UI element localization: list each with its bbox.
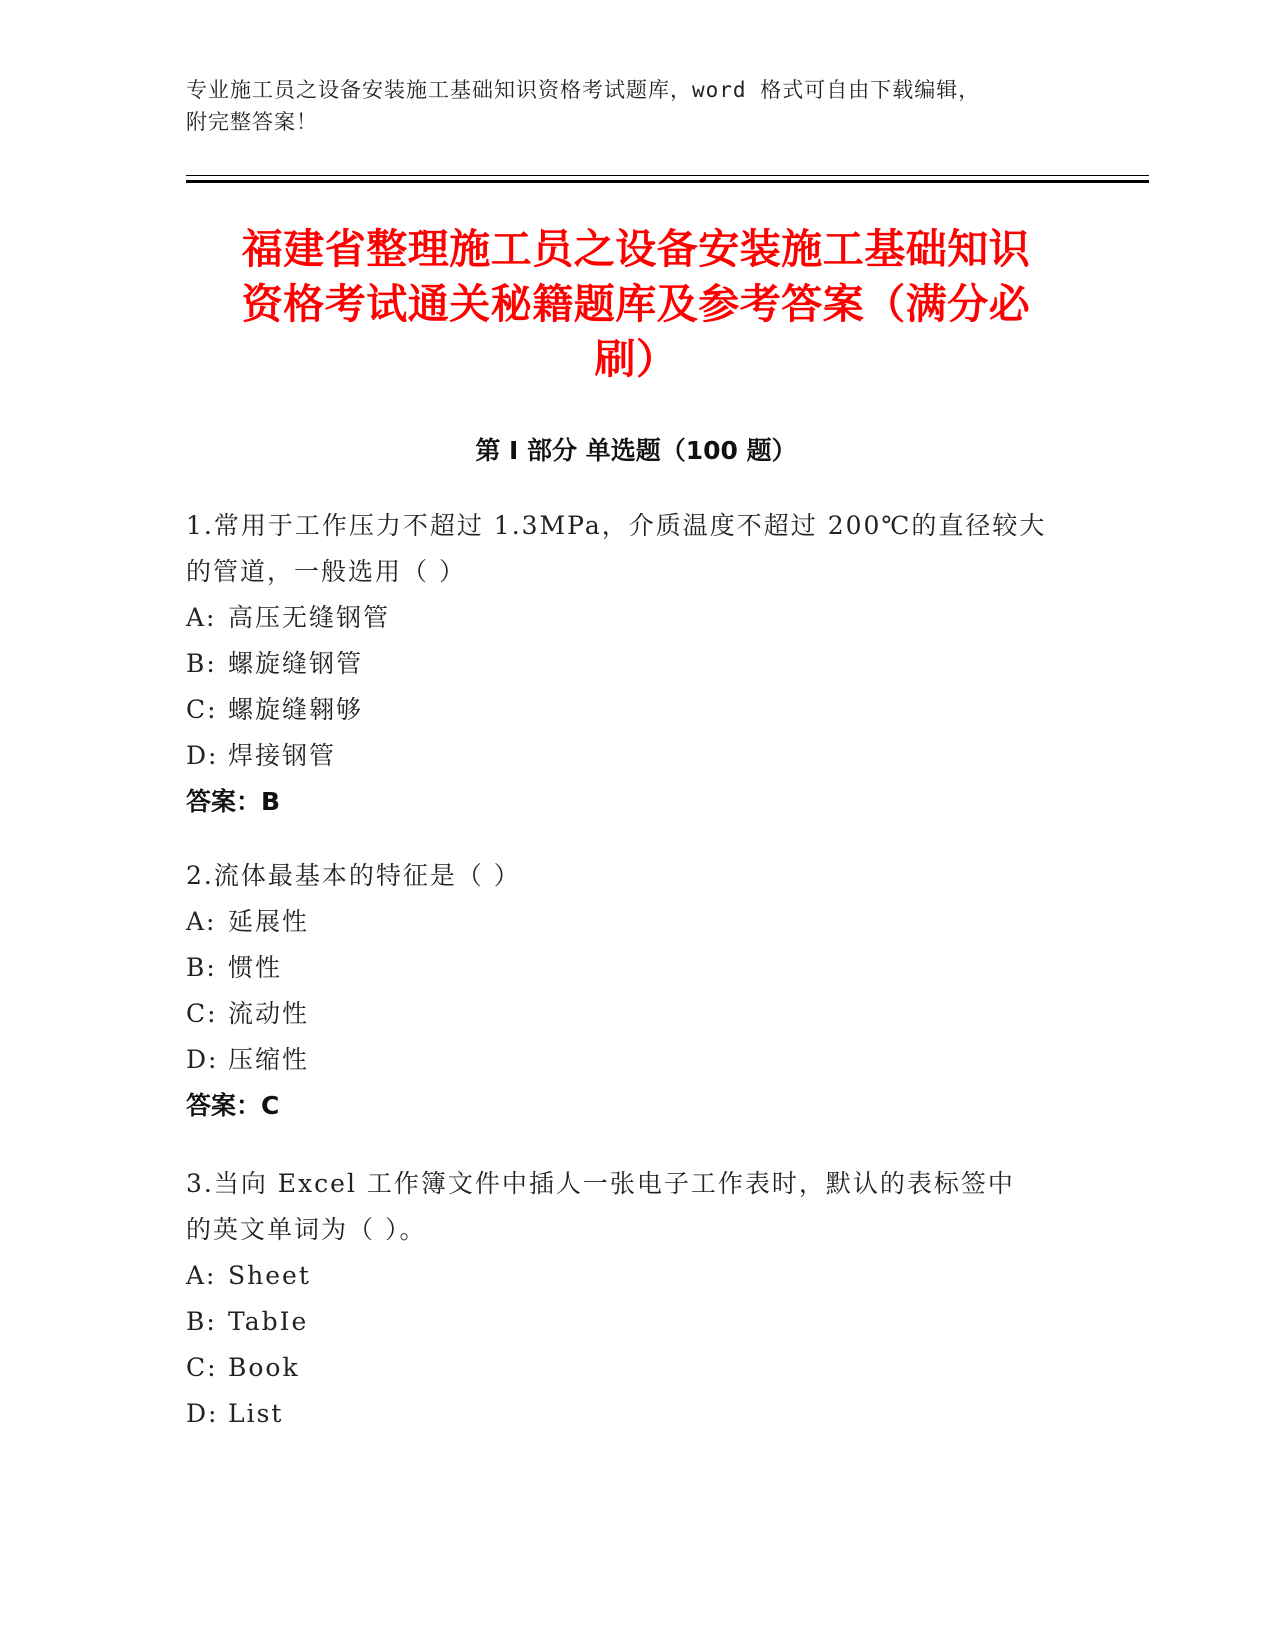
option-text: 惯性 xyxy=(228,953,283,982)
question-2-option-b xyxy=(186,945,1066,991)
option-text: TabIe xyxy=(228,1307,309,1336)
question-1-option-b xyxy=(186,641,1066,687)
option-key: A: xyxy=(186,907,217,936)
question-3-stem-line-1: 3.当向 Excel 工作簿文件中插人一张电子工作表时，默认的表标签中 xyxy=(186,1169,1015,1198)
title-line-3: 刷） xyxy=(594,335,678,383)
option-key: B: xyxy=(186,649,217,678)
question-3-option-c xyxy=(186,1345,1066,1391)
question-1-option-c xyxy=(186,687,1066,733)
question-2-stem-line-1: 2.流体最基本的特征是（ ） xyxy=(186,861,521,890)
option-text: 流动性 xyxy=(228,999,310,1028)
question-3-option-b xyxy=(186,1299,1066,1345)
option-text: 高压无缝钢管 xyxy=(228,603,391,632)
option-text: 延展性 xyxy=(228,907,310,936)
question-1-stem-line-2: 的管道，一般选用（ ） xyxy=(186,557,466,586)
option-key: A: xyxy=(186,603,217,632)
section-title: 第 I 部分 单选题（100 题） xyxy=(475,436,797,465)
question-2-option-c xyxy=(186,991,1066,1037)
option-key: D: xyxy=(186,1399,219,1428)
question-2-option-d xyxy=(186,1037,1066,1083)
option-key: D: xyxy=(186,1045,219,1074)
option-key: C: xyxy=(186,999,218,1028)
question-1-stem-line-1: 1.常用于工作压力不超过 1.3MPa，介质温度不超过 200℃的直径较大 xyxy=(186,511,1047,540)
option-key: B: xyxy=(186,953,217,982)
option-text: 螺旋缝钢管 xyxy=(228,649,364,678)
question-3-option-d xyxy=(186,1391,1066,1437)
question-1-option-d xyxy=(186,733,1066,779)
header-note-line-1: 专业施工员之设备安装施工基础知识资格考试题库，word 格式可自由下载编辑， xyxy=(186,78,981,102)
title-line-1: 福建省整理施工员之设备安装施工基础知识 xyxy=(241,225,1031,273)
question-1 xyxy=(186,503,1066,825)
option-key: B: xyxy=(186,1307,217,1336)
option-key: A: xyxy=(186,1261,217,1290)
option-text: Sheet xyxy=(228,1261,311,1290)
question-2-answer: 答案：C xyxy=(186,1091,280,1120)
option-text: 螺旋缝翱够 xyxy=(228,695,364,724)
header-note-line-2: 附完整答案！ xyxy=(186,110,318,134)
title-line-2: 资格考试通关秘籍题库及参考答案（满分必 xyxy=(241,280,1031,328)
question-2 xyxy=(186,853,1066,1129)
option-text: List xyxy=(228,1399,284,1428)
option-key: C: xyxy=(186,1353,218,1382)
option-text: Book xyxy=(228,1353,300,1382)
header-divider-thin xyxy=(186,175,1149,176)
option-text: 焊接钢管 xyxy=(228,741,337,770)
option-text: 压缩性 xyxy=(228,1045,310,1074)
option-key: C: xyxy=(186,695,218,724)
question-3-option-a xyxy=(186,1253,1066,1299)
option-key: D: xyxy=(186,741,219,770)
header-divider-thick xyxy=(186,180,1149,183)
question-3-stem-line-2: 的英文单词为（ ）。 xyxy=(186,1215,427,1244)
question-1-answer: 答案：B xyxy=(186,787,281,816)
header-note xyxy=(186,74,1066,138)
question-2-option-a xyxy=(186,899,1066,945)
document-title xyxy=(186,222,1086,387)
question-1-option-a xyxy=(186,595,1066,641)
question-3 xyxy=(186,1161,1066,1437)
